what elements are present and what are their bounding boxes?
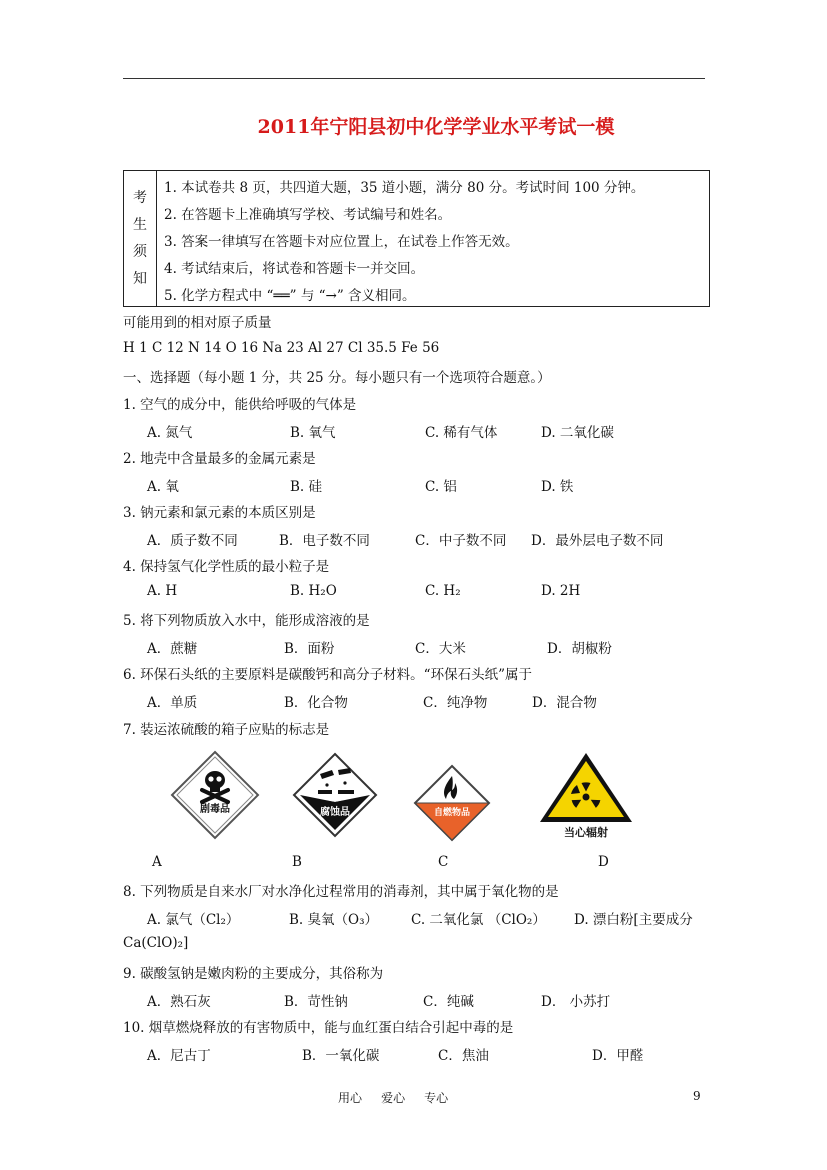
corrosive-sign (292, 752, 378, 838)
notice-label: 考 生 须 知 (124, 171, 157, 306)
notice-box (123, 170, 710, 307)
page-number: 9 (693, 1089, 701, 1103)
option: C．中子数不同 (415, 533, 507, 549)
page-title: 2011年宁阳县初中化学学业水平考试一模 (257, 116, 615, 138)
sign-label: 剧毒品 (200, 804, 230, 815)
toxic-sign (170, 750, 260, 840)
option: D (598, 854, 609, 870)
option: D． 小苏打 (541, 994, 611, 1010)
option: B. H₂O (290, 583, 337, 599)
question-stem: 8. 下列物质是自来水厂对水净化过程常用的消毒剂，其中属于氧化物的是 (123, 884, 559, 900)
option: A. 氧 (147, 479, 179, 495)
footer-motto: 用心 爱心 专心 (338, 1091, 449, 1105)
option: C. 铝 (425, 479, 457, 495)
question-stem: 2. 地壳中含量最多的金属元素是 (123, 451, 316, 467)
sign-label: 腐蚀品 (320, 807, 350, 818)
option: C．焦油 (438, 1048, 489, 1064)
notice-item: 3. 答案一律填写在答题卡对应位置上，在试卷上作答无效。 (164, 234, 519, 250)
option: A．熟石灰 (147, 994, 211, 1010)
atomic-mass-list: H 1 C 12 N 14 O 16 Na 23 Al 27 Cl 35.5 Fe 56 (123, 340, 440, 356)
question-stem: 9. 碳酸氢钠是嫩肉粉的主要成分，其俗称为 (123, 966, 384, 982)
option: C．大米 (415, 641, 466, 657)
option: B. 臭氧（O₃） (289, 912, 378, 928)
atomic-mass-heading: 可能用到的相对原子质量 (123, 315, 272, 331)
option: A. H (147, 583, 178, 599)
question-stem: 1. 空气的成分中，能供给呼吸的气体是 (123, 397, 357, 413)
question-stem: 3. 钠元素和氯元素的本质区别是 (123, 505, 316, 521)
option: A．单质 (147, 695, 198, 711)
option: A．蔗糖 (147, 641, 198, 657)
radiation-sign (536, 750, 636, 842)
question-stem: 10. 烟草燃烧释放的有害物质中，能与血红蛋白结合引起中毒的是 (123, 1020, 514, 1036)
question-stem: 7. 装运浓硫酸的箱子应贴的标志是 (123, 722, 330, 738)
option: D．混合物 (532, 695, 597, 711)
option: A．质子数不同 (147, 533, 238, 549)
flammable-sign (413, 764, 491, 842)
notice-item: 5. 化学方程式中 “══” 与 “→” 含义相同。 (164, 288, 416, 304)
option: B. 硅 (290, 479, 323, 495)
option: D. 漂白粉[主要成分 (574, 912, 693, 928)
question-stem: 6. 环保石头纸的主要原料是碳酸钙和高分子材料。“环保石头纸”属于 (123, 667, 532, 683)
option: D．甲醛 (592, 1048, 644, 1064)
notice-item: 4. 考试结束后，将试卷和答题卡一并交回。 (164, 261, 425, 277)
option: B．一氧化碳 (302, 1048, 380, 1064)
section-heading: 一、选择题（每小题 1 分，共 25 分。每小题只有一个选项符合题意。） (123, 370, 551, 386)
option: A (152, 854, 162, 870)
option: C. 稀有气体 (425, 425, 498, 441)
option: D．胡椒粉 (547, 641, 612, 657)
notice-item: 2. 在答题卡上准确填写学校、考试编号和姓名。 (164, 207, 452, 223)
option: A. 氮气 (147, 425, 193, 441)
option: D. 二氧化碳 (541, 425, 614, 441)
option: B (292, 854, 302, 870)
notice-item: 1. 本试卷共 8 页，共四道大题，35 道小题，满分 80 分。考试时间 100 分钟。 (164, 180, 645, 196)
option: D. 2H (541, 583, 581, 599)
option: D．最外层电子数不同 (531, 533, 664, 549)
option: D. 铁 (541, 479, 574, 495)
header-rule (123, 78, 705, 79)
option: B．化合物 (284, 695, 348, 711)
notice-items (164, 175, 644, 310)
option: B．苛性钠 (284, 994, 348, 1010)
sign-label: 当心辐射 (564, 826, 608, 839)
option-continuation: Ca(ClO)₂] (123, 935, 189, 951)
option: C (438, 854, 449, 870)
option: A. 氯气（Cl₂） (147, 912, 240, 928)
option: A．尼古丁 (147, 1048, 211, 1064)
option: B. 氧气 (290, 425, 336, 441)
question-stem: 5. 将下列物质放入水中，能形成溶液的是 (123, 613, 370, 629)
option: B．电子数不同 (279, 533, 370, 549)
option: C．纯碱 (423, 994, 474, 1010)
option: C. H₂ (425, 583, 461, 599)
option: B．面粉 (284, 641, 335, 657)
option: C．纯净物 (423, 695, 488, 711)
question-stem: 4. 保持氢气化学性质的最小粒子是 (123, 559, 330, 575)
option: C. 二氧化氯 （ClO₂） (411, 912, 546, 928)
sign-label: 自燃物品 (433, 808, 471, 818)
